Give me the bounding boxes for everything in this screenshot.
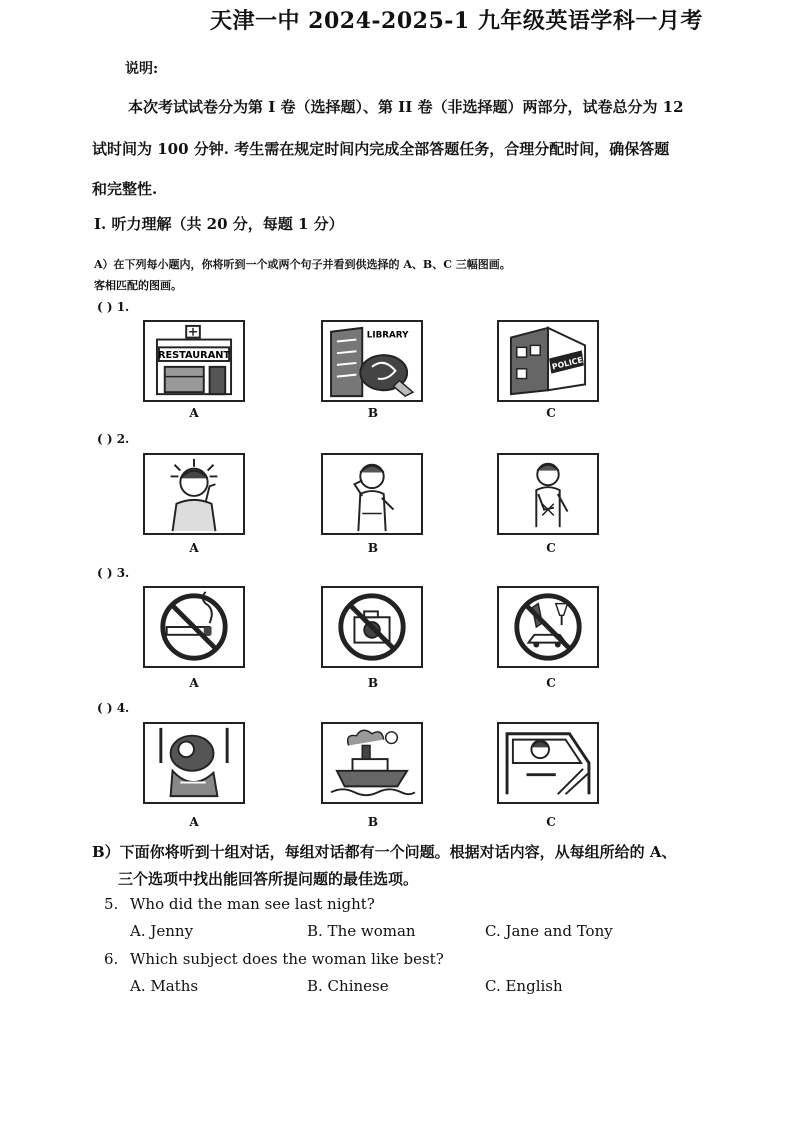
question-5-number: 5.: [104, 895, 119, 913]
part-a-instruction-2: 客相匹配的图画。: [94, 279, 182, 292]
page-title: 天津一中 2024-2025-1 九年级英语学科一月考: [210, 8, 703, 34]
library-icon[interactable]: [321, 320, 423, 402]
notes-label: 说明:: [125, 61, 159, 77]
headache-icon[interactable]: [143, 453, 245, 535]
q3-option-a-label: A: [189, 676, 199, 690]
q1-option-a-label: A: [189, 406, 199, 420]
notes-line-3: 和完整性.: [92, 180, 158, 198]
question-2-number: ( ) 2.: [97, 432, 130, 446]
q1-option-b-label: B: [367, 406, 379, 420]
part-b-instruction-2: 三个选项中找出能回答所提问题的最佳选项。: [118, 870, 419, 888]
question-5-option-b[interactable]: B. The woman: [307, 922, 416, 940]
sick-boy-icon[interactable]: [321, 453, 423, 535]
restaurant-icon[interactable]: [143, 320, 245, 402]
part-b-instruction-1: B）下面你将听到十组对话，每组对话都有一个问题。根据对话内容，从每组所给的 A、: [92, 843, 677, 861]
q2-option-a-label: A: [189, 541, 199, 555]
hockey-player-icon[interactable]: [143, 722, 245, 804]
library-sign-text: LIBRARY: [366, 330, 409, 341]
question-6-number: 6.: [104, 950, 119, 968]
question-5-option-c[interactable]: C. Jane and Tony: [485, 922, 613, 940]
question-6-option-a[interactable]: A. Maths: [130, 977, 199, 995]
question-1-number: ( ) 1.: [97, 300, 130, 314]
q3-option-c-label: C: [546, 676, 556, 690]
question-4-number: ( ) 4.: [97, 701, 130, 715]
no-drink-driving-icon[interactable]: [497, 586, 599, 668]
part-a-instruction-1: A）在下列每小题内，你将听到一个或两个句子并看到供选择的 A、B、C 三幅图画。: [94, 258, 511, 271]
restaurant-sign-text: RESTAURANT: [157, 350, 231, 362]
ship-pollution-icon[interactable]: [321, 722, 423, 804]
question-3-number: ( ) 3.: [97, 566, 130, 580]
question-6-option-b[interactable]: B. Chinese: [307, 977, 389, 995]
no-photos-icon[interactable]: [321, 586, 423, 668]
notes-line-1: 本次考试试卷分为第 I 卷（选择题）、第 II 卷（非选择题）两部分，试卷总分为 12: [128, 98, 684, 116]
police-station-icon[interactable]: [497, 320, 599, 402]
no-smoking-icon[interactable]: [143, 586, 245, 668]
q4-option-b-label: B: [367, 815, 379, 829]
q3-option-b-label: B: [367, 676, 379, 690]
section-1-heading: I. 听力理解（共 20 分，每题 1 分）: [94, 215, 344, 233]
notes-line-2: 试时间为 100 分钟. 考生需在规定时间内完成全部答题任务，合理分配时间，确保答题: [92, 140, 670, 158]
stomachache-icon[interactable]: [497, 453, 599, 535]
q2-option-c-label: C: [546, 541, 556, 555]
q1-option-c-label: C: [546, 406, 556, 420]
q2-option-b-label: B: [367, 541, 379, 555]
question-6-text: Which subject does the woman like best?: [130, 950, 444, 968]
question-5-option-a[interactable]: A. Jenny: [130, 922, 194, 940]
q4-option-a-label: A: [189, 815, 199, 829]
car-driver-icon[interactable]: [497, 722, 599, 804]
question-5-text: Who did the man see last night?: [130, 895, 375, 913]
question-6-option-c[interactable]: C. English: [485, 977, 563, 995]
q4-option-c-label: C: [546, 815, 556, 829]
police-sign-text: POLICE: [551, 355, 584, 372]
